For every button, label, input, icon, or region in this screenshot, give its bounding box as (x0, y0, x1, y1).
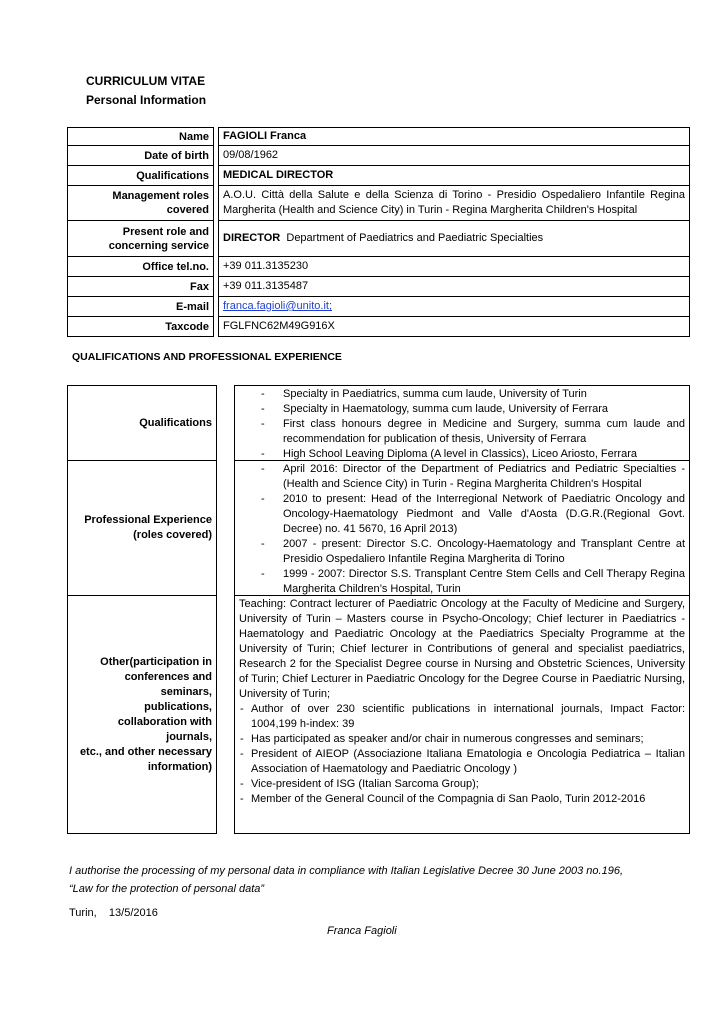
field-label: Present role and concerning service (67, 220, 214, 257)
list-item: - Vice-president of ISG (Italian Sarcoma Group); (239, 777, 685, 792)
teaching-paragraph: Teaching: Contract lecturer of Paediatric Oncology at the Faculty of Medicine and Surgery, University of Turin – Masters course in Psycho-Oncology; Chief lecturer in Paediatrics - Haematology and Paediatric Oncology at the Paediatrics Specialty Programme at the University of Turin; Chief lecturer in Contributions of general and specialist paediatrics, Research 2 for the Specialist Degree course in Nursing and Obstetric Sciences, University of Turin; Chief Lecturer in Paediatric Oncology for the Degree Course in Paediatric Nursing, University of Turin; (239, 598, 685, 700)
field-value-name: FAGIOLI Franca (218, 127, 690, 146)
personal-info-table (67, 127, 690, 337)
field-label: Taxcode (67, 316, 214, 337)
experience-label: Professional Experience (roles covered) (67, 460, 217, 596)
list-item: - Has participated as speaker and/or chair in numerous congresses and seminars; (239, 732, 685, 747)
list-item: - Specialty in Haematology, summa cum laude, University of Ferrara (239, 402, 685, 417)
field-label: Office tel.no. (67, 256, 214, 277)
personal-row-email (67, 297, 690, 317)
document-header (86, 72, 206, 110)
personal-row-name (67, 127, 690, 146)
personal-row-dob (67, 146, 690, 166)
list-item: - Author of over 230 scientific publications in international journals, Impact Factor: 1004,199 h-index: 39 (239, 702, 685, 732)
consent-line: “Law for the protection of personal data” (69, 883, 265, 895)
field-value-dob: 09/08/1962 (218, 145, 690, 166)
cv-title: CURRICULUM VITAE (86, 74, 206, 88)
consent-line: I authorise the processing of my personal data in compliance with Italian Legislative Decree 30 June 2003 no.196, (69, 865, 624, 877)
list-item: - April 2016: Director of the Department of Pediatrics and Pediatric Specialties - (Health and Science City) in Turin - Regina Margherita Children's Hospital (239, 462, 685, 492)
role-department: Department of Paediatrics and Paediatric Specialties (286, 232, 544, 244)
field-label: Name (67, 127, 214, 146)
row-experience (67, 461, 690, 596)
list-item: - President of AIEOP (Associazione Italiana Ematologia e Oncologia Pediatrica – Italian Association of Haematology and Paediatric Oncology ) (239, 747, 685, 777)
experience-cell (234, 460, 690, 596)
field-label: Date of birth (67, 145, 214, 166)
field-value-present-role (218, 220, 690, 257)
experience-list (239, 462, 685, 597)
list-item: - 1999 - 2007: Director S.S. Transplant Centre Stem Cells and Cell Therapy Regina Margherita Children’s Hospital, Turin (239, 567, 685, 597)
other-list (239, 702, 685, 807)
privacy-consent (69, 862, 623, 898)
field-label: Fax (67, 276, 214, 297)
field-value-office-tel: +39 011.3135230 (218, 256, 690, 277)
list-item: - 2010 to present: Head of the Interregional Network of Paediatric Oncology and Oncology-Haematology Piedmont and Valle d'Aosta (D.G.R.(Regional Govt. Decree) no. 41 5670, 16 April 2013) (239, 492, 685, 537)
personal-row-qualifications (67, 166, 690, 186)
other-label: Other(participation in conferences and seminars, publications, collaboration with journals, etc., and other necessary information) (67, 595, 217, 834)
qualifications-list (239, 387, 685, 462)
field-value-taxcode: FGLFNC62M49G916X (218, 316, 690, 337)
personal-row-management (67, 186, 690, 221)
field-label: E-mail (67, 296, 214, 317)
list-item: - Member of the General Council of the Compagnia di San Paolo, Turin 2012-2016 (239, 792, 685, 807)
list-item: - Specialty in Paediatrics, summa cum laude, University of Turin (239, 387, 685, 402)
personal-row-taxcode (67, 317, 690, 337)
row-other (67, 596, 690, 834)
field-label: Qualifications (67, 165, 214, 186)
section-title: QUALIFICATIONS AND PROFESSIONAL EXPERIENCE (72, 351, 342, 363)
list-item: - First class honours degree in Medicine and Surgery, summa cum laude and recommendation for publication of thesis, University of Ferrara (239, 417, 685, 447)
qualifications-label: Qualifications (67, 385, 217, 461)
role-title: DIRECTOR (223, 232, 281, 244)
field-value-qualifications: MEDICAL DIRECTOR (218, 165, 690, 186)
field-value-fax: +39 011.3135487 (218, 276, 690, 297)
list-item: - High School Leaving Diploma (A level in Classics), Liceo Ariosto, Ferrara (239, 447, 685, 462)
qualifications-cell (234, 385, 690, 461)
cv-subtitle: Personal Information (86, 93, 207, 107)
list-item: - 2007 - present: Director S.C. Oncology-Haematology and Transplant Centre at Presidio Ospedaliero Infantile Regina Margherita di Torino (239, 537, 685, 567)
signature: Franca Fagioli (327, 925, 397, 937)
place-date: Turin, 13/5/2016 (69, 907, 158, 919)
qualifications-table (67, 385, 690, 834)
email-link[interactable]: franca.fagioli@unito.it; (223, 300, 333, 312)
field-label: Management roles covered (67, 185, 214, 221)
other-cell (234, 595, 690, 834)
personal-row-fax (67, 277, 690, 297)
row-qualifications (67, 385, 690, 461)
personal-row-present-role (67, 221, 690, 257)
field-value-management: A.O.U. Città della Salute e della Scienza di Torino - Presidio Ospedaliero Infantile Regina Margherita (Health and Science City) in Turin - Regina Margherita Children's Hospital (218, 185, 690, 221)
personal-row-office-tel (67, 257, 690, 277)
field-value-email (218, 296, 690, 317)
